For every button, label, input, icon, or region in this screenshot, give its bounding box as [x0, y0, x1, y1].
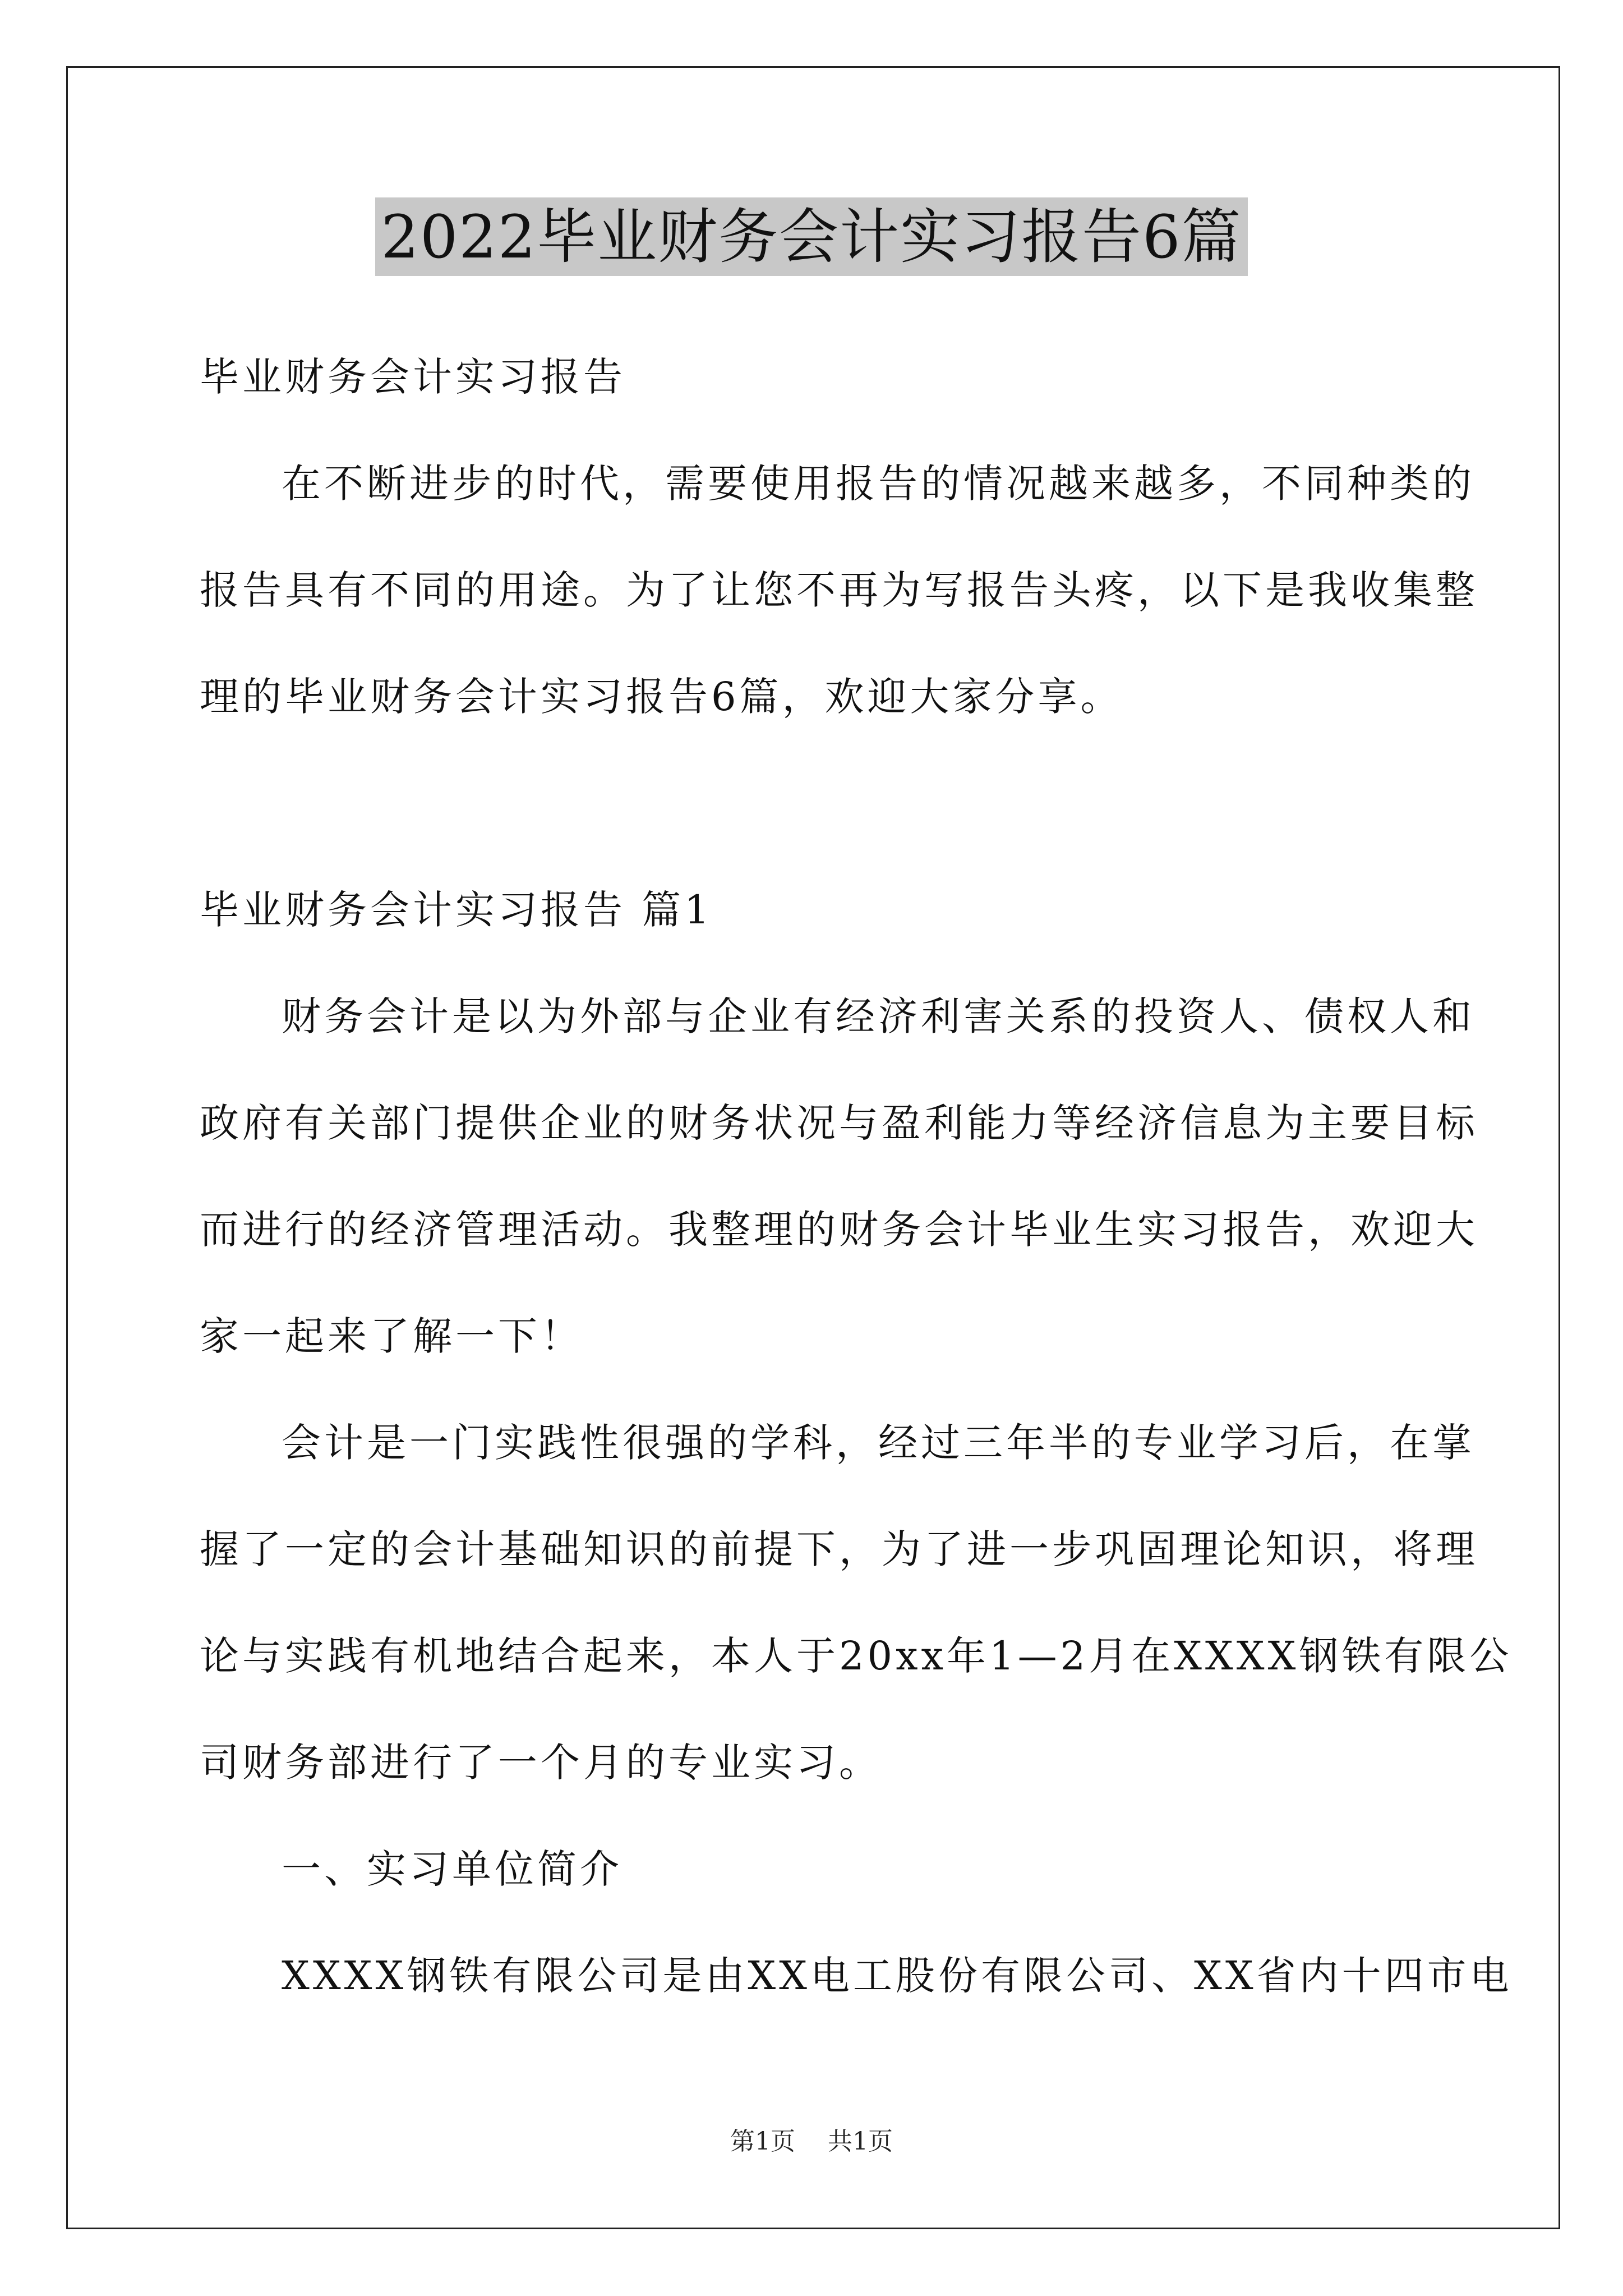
section1-para1-line-2: 政府有关部门提供企业的财务状况与盈利能力等经济信息为主要目标 — [200, 1100, 1478, 1146]
section1-para1-line-1: 财务会计是以为外部与企业有经济利害关系的投资人、债权人和 — [282, 993, 1475, 1039]
intro-line-3: 理的毕业财务会计实习报告6篇，欢迎大家分享。 — [200, 674, 1123, 720]
document-title — [0, 197, 1623, 276]
section1-para2-line-2: 握了一定的会计基础知识的前提下，为了进一步巩固理论知识，将理 — [200, 1526, 1478, 1572]
section1-subheading: 一、实习单位简介 — [282, 1846, 623, 1892]
section1-para2-line-1: 会计是一门实践性很强的学科，经过三年半的专业学习后，在掌 — [282, 1420, 1475, 1466]
document-title-text: 2022毕业财务会计实习报告6篇 — [375, 197, 1247, 276]
page-footer — [0, 2126, 1623, 2157]
section1-heading: 毕业财务会计实习报告 篇1 — [200, 887, 713, 933]
page-total: 共1页 — [828, 2127, 893, 2156]
section1-para3-line-1: XXXX钢铁有限公司是由XX电工股份有限公司、XX省内十四市电 — [282, 1953, 1513, 1999]
intro-line-1: 在不断进步的时代，需要使用报告的情况越来越多，不同种类的 — [282, 461, 1475, 507]
page-number: 第1页 — [730, 2127, 795, 2156]
intro-line-2: 报告具有不同的用途。为了让您不再为写报告头疼，以下是我收集整 — [200, 567, 1478, 613]
section1-para2-line-4: 司财务部进行了一个月的专业实习。 — [200, 1740, 882, 1786]
section1-para2-line-3: 论与实践有机地结合起来，本人于20xx年1—2月在XXXX钢铁有限公 — [200, 1633, 1513, 1679]
section1-para1-line-3: 而进行的经济管理活动。我整理的财务会计毕业生实习报告，欢迎大 — [200, 1207, 1478, 1253]
section1-para1-line-4: 家一起来了解一下！ — [200, 1313, 583, 1359]
document-subtitle: 毕业财务会计实习报告 — [200, 354, 626, 400]
